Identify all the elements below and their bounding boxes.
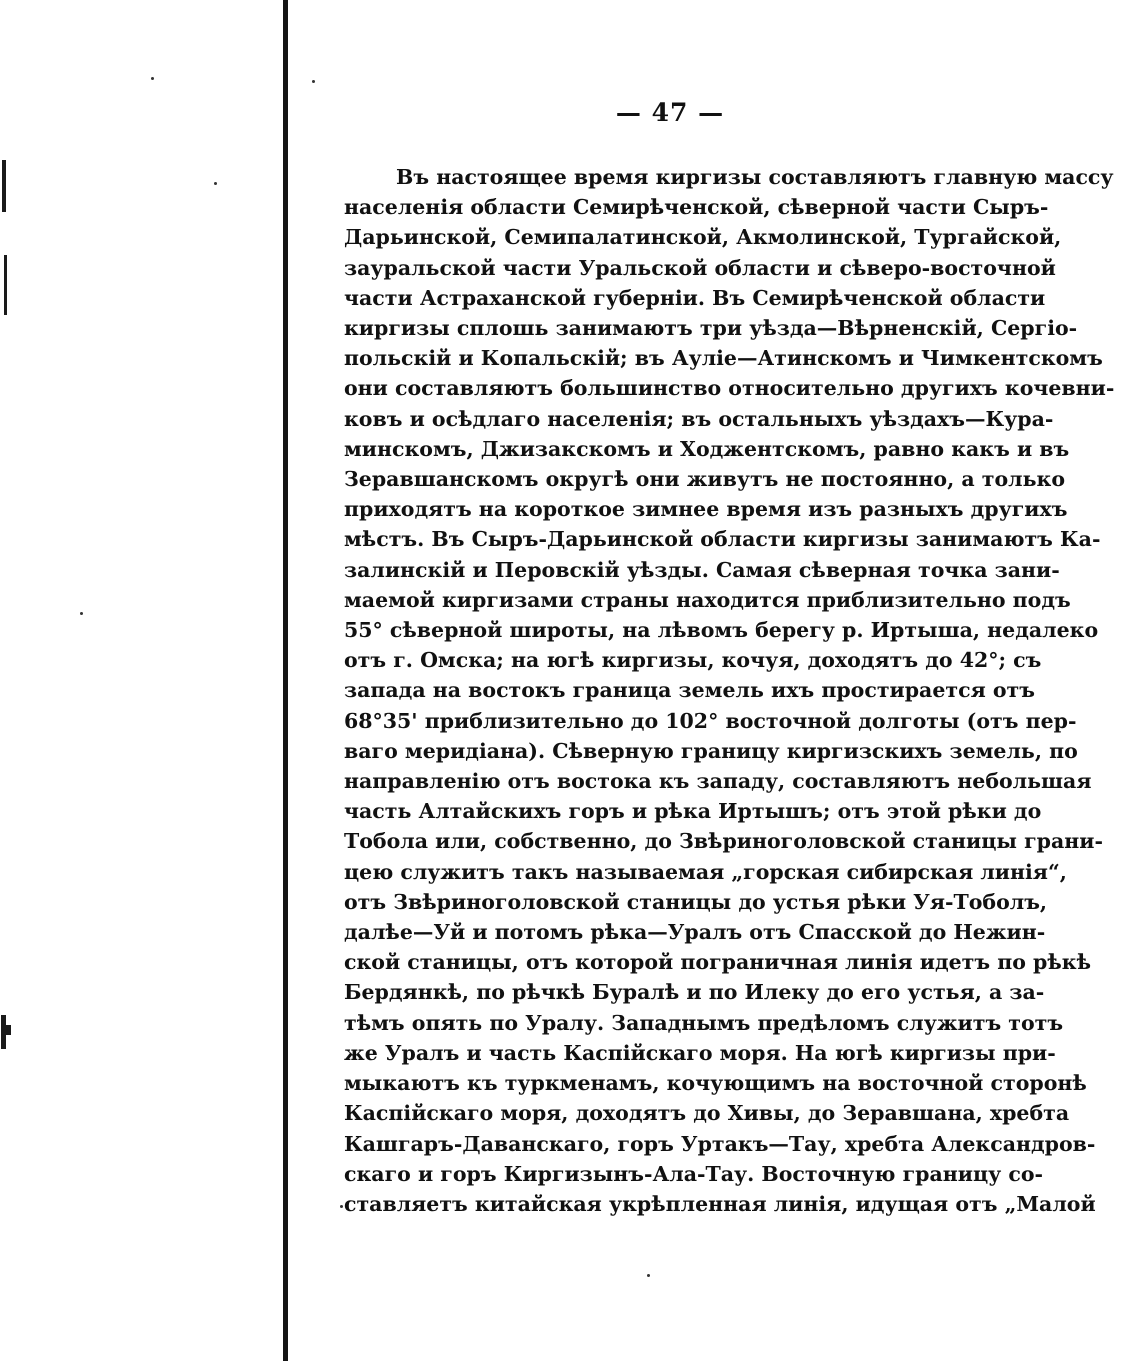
text-line: зауральской части Уральской области и сѣверо-восточной bbox=[344, 255, 1056, 280]
text-line: залинскій и Перовскій уѣзды. Самая сѣверная точка зани- bbox=[344, 557, 1060, 582]
text-line: ской станицы, отъ которой пограничная линія идетъ по рѣкѣ bbox=[344, 950, 1092, 975]
text-line: отъ г. Омска; на югѣ киргизы, кочуя, доходятъ до 42°; съ bbox=[344, 648, 1042, 673]
binding-gutter-line bbox=[283, 0, 288, 1361]
text-line: отъ Звѣриноголовской станицы до устья рѣки Уя-Тоболъ, bbox=[344, 889, 1048, 914]
scan-edge-mark bbox=[2, 160, 6, 212]
text-line: польскій и Копальскій; въ Ауліе—Атинскомъ и Чимкентскомъ bbox=[344, 346, 1103, 371]
text-line: 68°35' приблизительно до 102° восточной долготы (отъ пер- bbox=[344, 708, 1077, 733]
text-line: мѣстъ. Въ Сыръ-Дарьинской области киргизы занимаютъ Ка- bbox=[344, 527, 1101, 552]
text-line: Кашгаръ-Даванскаго, горъ Уртакъ—Тау, хребта Александров- bbox=[344, 1131, 1096, 1156]
text-line: минскомъ, Джизакскомъ и Ходжентскомъ, равно какъ и въ bbox=[344, 436, 1070, 461]
scan-speck bbox=[80, 612, 83, 615]
text-line: Каспійскаго моря, доходятъ до Хивы, до Зеравшана, хребта bbox=[344, 1101, 1070, 1126]
text-line: маемой киргизами страны находится приблизительно подъ bbox=[344, 587, 1071, 612]
body-text bbox=[344, 162, 1115, 1219]
text-line: ваго меридіана). Сѣверную границу киргизскихъ земель, по bbox=[344, 738, 1078, 763]
text-line: Бердянкѣ, по рѣчкѣ Буралѣ и по Илеку до его устья, а за- bbox=[344, 980, 1045, 1005]
text-line: части Астраханской губерніи. Въ Семирѣченской области bbox=[344, 285, 1046, 310]
text-line: мыкаютъ къ туркменамъ, кочующимъ на восточной сторонѣ bbox=[344, 1071, 1087, 1096]
text-line: киргизы сплошь занимаютъ три уѣзда—Вѣрненскій, Сергіо- bbox=[344, 316, 1078, 341]
text-line: ставляетъ китайская укрѣпленная линія, идущая отъ „Малой bbox=[344, 1191, 1096, 1216]
scan-edge-mark bbox=[4, 255, 7, 315]
scan-edge-mark bbox=[5, 1025, 11, 1035]
text-line: Дарьинской, Семипалатинской, Акмолинской, Тургайской, bbox=[344, 225, 1062, 250]
text-line: 55° сѣверной широты, на лѣвомъ берегу р. Иртыша, недалеко bbox=[344, 618, 1099, 643]
text-line: Зеравшанскомъ округѣ они живутъ не постоянно, а только bbox=[344, 467, 1066, 492]
page-number: — 47 — bbox=[615, 98, 725, 127]
text-line: населенія области Семирѣченской, сѣверной части Сыръ- bbox=[344, 195, 1049, 220]
text-line: приходятъ на короткое зимнее время изъ разныхъ другихъ bbox=[344, 497, 1068, 522]
text-line: далѣе—Уй и потомъ рѣка—Уралъ отъ Спасской до Нежин- bbox=[344, 920, 1046, 945]
text-line: они составляютъ большинство относительно другихъ кочевни- bbox=[344, 376, 1115, 401]
text-line: тѣмъ опять по Уралу. Западнымъ предѣломъ служитъ тотъ bbox=[344, 1010, 1064, 1035]
text-line: же Уралъ и часть Каспійскаго моря. На югѣ киргизы при- bbox=[344, 1040, 1056, 1065]
text-line: направленію отъ востока къ западу, составляютъ небольшая bbox=[344, 769, 1092, 794]
text-line: запада на востокъ граница земель ихъ простирается отъ bbox=[344, 678, 1035, 703]
scan-speck bbox=[214, 182, 217, 185]
text-line: скаго и горъ Киргизынъ-Ала-Тау. Восточную границу со- bbox=[344, 1161, 1044, 1186]
scan-speck bbox=[312, 80, 315, 83]
text-line: Тобола или, собственно, до Звѣриноголовской станицы грани- bbox=[344, 829, 1103, 854]
scan-speck bbox=[151, 77, 154, 80]
text-line: часть Алтайскихъ горъ и рѣка Иртышъ; отъ этой рѣки до bbox=[344, 799, 1042, 824]
scan-speck bbox=[647, 1274, 650, 1277]
scan-speck bbox=[340, 1205, 343, 1208]
text-line: цею служитъ такъ называемая „горская сибирская линія“, bbox=[344, 859, 1067, 884]
text-line: Въ настоящее время киргизы составляютъ главную массу bbox=[396, 165, 1114, 189]
text-line: ковъ и осѣдлаго населенія; въ остальныхъ уѣздахъ—Кура- bbox=[344, 406, 1054, 431]
